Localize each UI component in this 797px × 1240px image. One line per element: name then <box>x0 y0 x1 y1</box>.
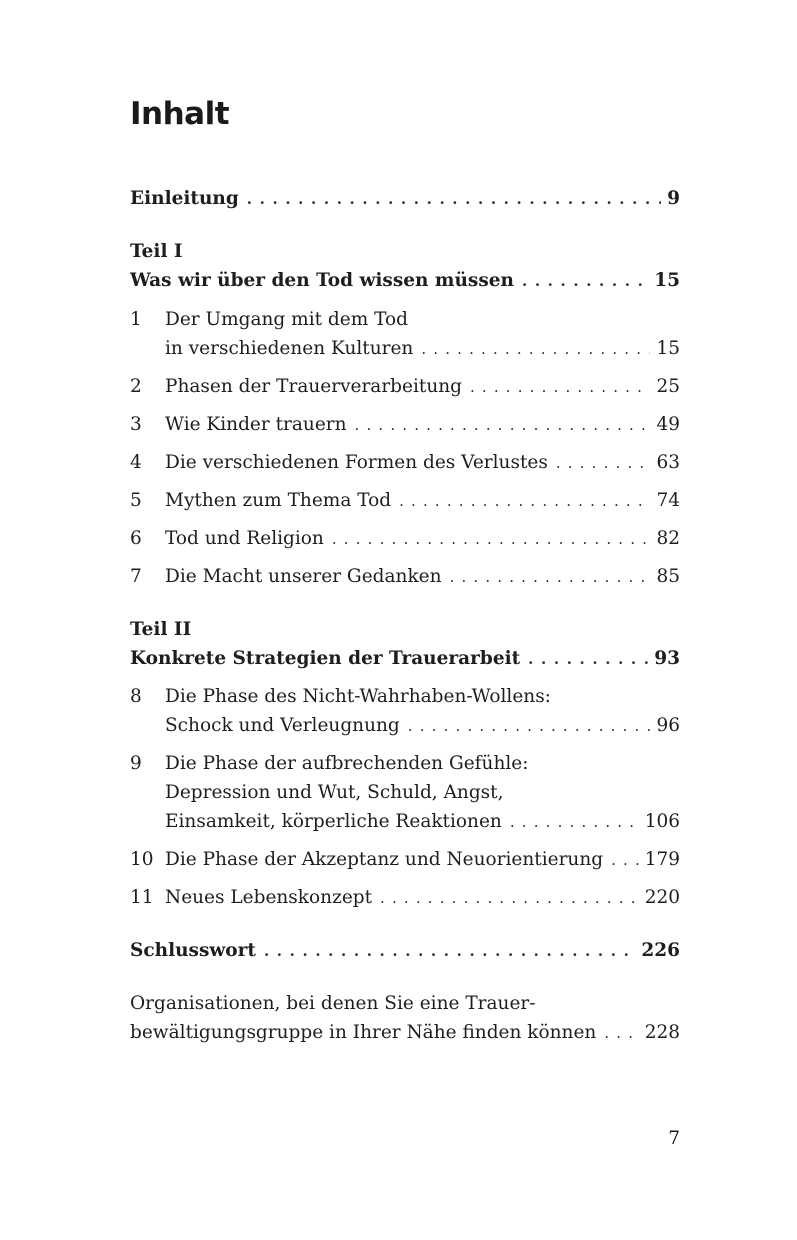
chapter-number: 8 <box>130 686 142 707</box>
toc-entry-chapter-11[interactable] <box>130 884 680 912</box>
dot-leader <box>611 846 639 874</box>
toc-entry-chapter-9[interactable] <box>130 808 680 836</box>
entry-title: Einsamkeit, körperliche Reaktionen <box>165 811 502 832</box>
toc-entry-closing[interactable] <box>130 937 680 965</box>
chapter-number: 10 <box>130 849 154 870</box>
dot-leader <box>522 267 648 295</box>
entry-page: 220 <box>644 887 680 908</box>
toc-entry-chapter-8-line1[interactable] <box>130 683 680 711</box>
entry-title: Schlusswort <box>130 940 256 961</box>
entry-title: in verschiedenen Kulturen <box>165 338 414 359</box>
toc-entry-chapter-3[interactable] <box>130 411 680 439</box>
entry-title: Konkrete Strategien der Trauerarbeit <box>130 648 521 669</box>
dot-leader <box>380 884 639 912</box>
chapter-number: 4 <box>130 452 142 473</box>
chapter-number: 11 <box>130 887 154 908</box>
entry-title: Die verschiedenen Formen des Verlustes <box>165 452 548 473</box>
entry-page: 9 <box>667 188 680 209</box>
dot-leader <box>264 937 635 965</box>
chapter-number: 1 <box>130 309 142 330</box>
toc-entry-appendix-line1[interactable] <box>130 990 680 1018</box>
toc-entry-appendix[interactable] <box>130 1019 680 1047</box>
toc-entry-chapter-2[interactable] <box>130 373 680 401</box>
chapter-number: 6 <box>130 528 142 549</box>
toc-entry-chapter-9-line2[interactable] <box>130 779 680 807</box>
entry-title: Organisationen, bei denen Sie eine Trauer- <box>130 993 536 1014</box>
entry-title: Einleitung <box>130 188 239 209</box>
toc-entry-chapter-8[interactable] <box>130 712 680 740</box>
entry-title: Der Umgang mit dem Tod <box>165 309 409 330</box>
toc-entry-chapter-6[interactable] <box>130 525 680 553</box>
entry-page: 228 <box>644 1022 680 1043</box>
entry-title: Phasen der Trauerverarbeitung <box>165 376 462 397</box>
entry-page: 74 <box>656 490 680 511</box>
entry-title: Die Phase der aufbrechenden Gefühle: <box>165 753 529 774</box>
entry-title: bewältigungsgruppe in Ihrer Nähe finden können <box>130 1022 597 1043</box>
dot-leader <box>332 525 651 553</box>
dot-leader <box>399 487 650 515</box>
toc-page <box>130 0 680 1240</box>
chapter-number: 9 <box>130 753 142 774</box>
dot-leader <box>421 335 650 363</box>
dot-leader <box>247 185 661 213</box>
entry-page: 106 <box>644 811 680 832</box>
entry-title: Was wir über den Tod wissen müssen <box>130 270 514 291</box>
entry-title: Die Macht unserer Gedanken <box>165 566 442 587</box>
toc-entry-chapter-7[interactable] <box>130 563 680 591</box>
dot-leader <box>470 373 650 401</box>
entry-page: 85 <box>656 566 680 587</box>
toc-entry-part2[interactable] <box>130 645 680 673</box>
entry-page: 93 <box>654 648 680 669</box>
toc-entry-intro[interactable] <box>130 185 680 213</box>
toc-entry-chapter-9-line1[interactable] <box>130 750 680 778</box>
dot-leader <box>408 712 651 740</box>
dot-leader <box>604 1019 638 1047</box>
dot-leader <box>528 645 648 673</box>
entry-page: 63 <box>656 452 680 473</box>
entry-page: 15 <box>656 338 680 359</box>
toc-entry-chapter-1-line1[interactable] <box>130 306 680 334</box>
entry-title: Schock und Verleugnung <box>165 715 400 736</box>
chapter-number: 3 <box>130 414 142 435</box>
dot-leader <box>556 449 651 477</box>
dot-leader <box>510 808 639 836</box>
entry-title: Wie Kinder trauern <box>165 414 347 435</box>
toc-entry-chapter-4[interactable] <box>130 449 680 477</box>
page-number: 7 <box>668 1128 680 1149</box>
toc-entry-chapter-10[interactable] <box>130 846 680 874</box>
part-label: Teil I <box>130 241 183 262</box>
dot-leader <box>355 411 651 439</box>
entry-page: 25 <box>656 376 680 397</box>
entry-title: Neues Lebenskonzept <box>165 887 373 908</box>
entry-page: 49 <box>656 414 680 435</box>
chapter-number: 7 <box>130 566 142 587</box>
part-label: Teil II <box>130 619 192 640</box>
toc-entry-chapter-1[interactable] <box>130 335 680 363</box>
entry-page: 82 <box>656 528 680 549</box>
chapter-number: 2 <box>130 376 142 397</box>
toc-entry-chapter-5[interactable] <box>130 487 680 515</box>
entry-page: 179 <box>644 849 680 870</box>
entry-page: 15 <box>654 270 680 291</box>
toc-entry-part1[interactable] <box>130 267 680 295</box>
entry-title: Die Phase des Nicht-Wahrhaben-Wollens: <box>165 686 551 707</box>
chapter-number: 5 <box>130 490 142 511</box>
page-title: Inhalt <box>130 96 230 132</box>
entry-title: Mythen zum Thema Tod <box>165 490 392 511</box>
entry-page: 96 <box>656 715 680 736</box>
entry-page: 226 <box>641 940 680 961</box>
entry-title: Die Phase der Akzeptanz und Neuorientierung <box>165 849 604 870</box>
entry-title: Depression und Wut, Schuld, Angst, <box>165 782 504 803</box>
entry-title: Tod und Religion <box>165 528 324 549</box>
dot-leader <box>450 563 651 591</box>
